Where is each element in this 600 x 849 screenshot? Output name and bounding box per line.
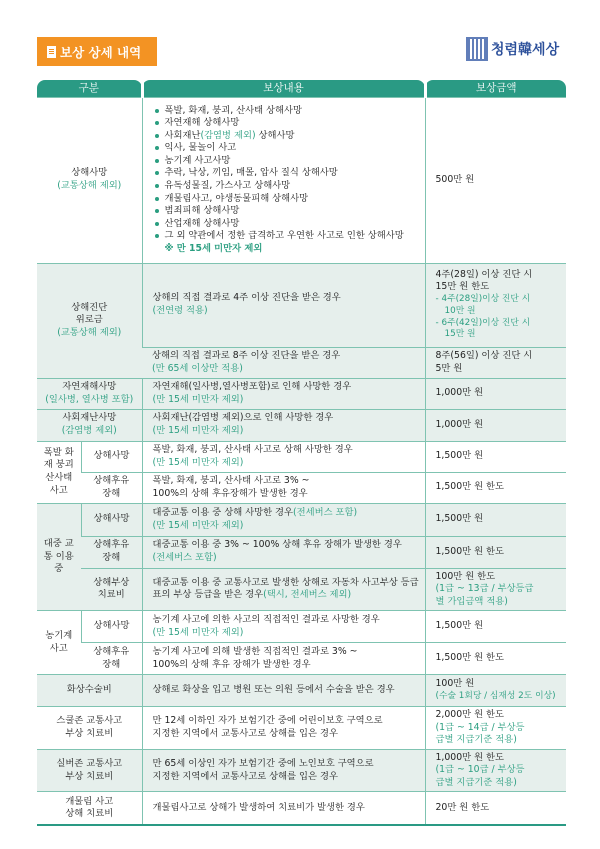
table-cell bbox=[142, 568, 425, 611]
cell-text: (전연령 적용) bbox=[152, 305, 208, 316]
table-row bbox=[37, 675, 566, 707]
table-cell: 1,500만 원 한도 bbox=[425, 472, 566, 503]
table-cell: 화상수술비 bbox=[37, 675, 142, 707]
table-cell bbox=[142, 503, 425, 536]
table-cell bbox=[37, 378, 142, 409]
table-cell bbox=[425, 347, 566, 378]
table-cell: 보상내용 bbox=[142, 80, 425, 97]
table-cell bbox=[142, 611, 425, 643]
table-cell: 스쿨존 교통사고 부상 치료비 bbox=[37, 707, 142, 750]
table-cell: 1,500만 원 한도 bbox=[425, 643, 566, 675]
table-cell: 상해부상 치료비 bbox=[81, 568, 142, 611]
cell-text: 상해사망 bbox=[255, 129, 295, 141]
cell-text: 4주(28일) 이상 진단 시 bbox=[435, 268, 533, 280]
cell-text: 15만 원 한도 bbox=[435, 281, 490, 293]
cell-text: 위로금 bbox=[75, 314, 103, 326]
table-cell bbox=[425, 263, 566, 347]
cell-text bbox=[153, 507, 421, 520]
cell-text: 사회재난(감염병 제외)으로 인해 사망한 경우 bbox=[152, 412, 334, 424]
table-cell: 상해사망 bbox=[81, 441, 142, 472]
table-row bbox=[37, 263, 566, 347]
cell-text: 폭발, 화재, 붕괴, 산사태 사고로 상해 사망한 경우 bbox=[152, 443, 353, 455]
list-item: 자연재해 상해사망 bbox=[153, 117, 421, 130]
cell-text: 대중교통 이용 중 교통사고로 발생한 상해로 자동차 사고부상 등급표의 부상 등급을 받은 경우 bbox=[152, 576, 419, 601]
table-cell bbox=[425, 707, 566, 750]
table-row bbox=[37, 441, 566, 472]
table-cell: 상해로 화상을 입고 병원 또는 의원 등에서 수술을 받은 경우 bbox=[142, 675, 425, 707]
logo-text: 청렴韓세상 bbox=[491, 42, 560, 58]
table-cell: 상해후유 장해 bbox=[81, 643, 142, 675]
table-cell bbox=[37, 409, 142, 441]
table-cell: 농기계 사고에 의해 발생한 직접적인 결과로 3% ~ 100%의 상해 후유 장해가 발생한 경우 bbox=[142, 643, 425, 675]
list-item bbox=[153, 130, 421, 143]
list-item: 산업재해 상해사망 bbox=[153, 218, 421, 231]
cell-text: 100만 원 bbox=[435, 678, 475, 690]
cell-text: 자연재해사망 bbox=[62, 380, 117, 392]
table-cell: 만 12세 이하인 자가 보험기간 중에 어린이보호 구역으로 지정한 지역에서 교통사고로 상해를 입은 경우 bbox=[142, 707, 425, 750]
table-cell: 폭발, 화재, 붕괴, 산사태 사고로 3% ~ 100%의 상해 후유장해가 발생한 경우 bbox=[142, 472, 425, 503]
document-icon bbox=[47, 46, 56, 58]
table-cell: 대중 교통 이용 중 bbox=[37, 503, 81, 611]
cell-text: 농기계 사고에 의한 사고의 직접적인 결과로 사망한 경우 bbox=[152, 614, 380, 626]
table-cell: 1,500만 원 한도 bbox=[425, 536, 566, 568]
list-item: 익사, 물놀이 사고 bbox=[153, 142, 421, 155]
cell-text: (감염병 제외) bbox=[200, 129, 256, 141]
cell-text: 상해사망 bbox=[71, 167, 108, 179]
table-row bbox=[37, 568, 566, 611]
cell-text: (일사병, 열사병 포함) bbox=[45, 393, 134, 405]
list-item: 범죄피해 상해사망 bbox=[153, 205, 421, 218]
cell-text: 8주(56일) 이상 진단 시 bbox=[435, 349, 533, 361]
table-cell: 상해사망 bbox=[81, 503, 142, 536]
table-cell: 상해사망 bbox=[81, 611, 142, 643]
cell-text: (1급 ~ 14급 / 부상등급별 지급기준 적용) bbox=[435, 721, 525, 746]
cell-text: (전세버스 포함) bbox=[152, 552, 217, 563]
accident-list bbox=[153, 105, 421, 243]
table-cell: 폭발 화재 붕괴 산사태 사고 bbox=[37, 441, 81, 503]
cell-text: (만 15세 미만자 제외) bbox=[152, 425, 244, 436]
section-title bbox=[37, 37, 157, 66]
table-cell: 상해후유 장해 bbox=[81, 472, 142, 503]
logo bbox=[466, 37, 559, 61]
table-row bbox=[37, 472, 566, 503]
cell-text: 사회재난사망 bbox=[62, 412, 117, 424]
table-cell: 실버존 교통사고 부상 치료비 bbox=[37, 749, 142, 792]
cell-text: 15만 원 bbox=[444, 329, 476, 340]
compensation-table bbox=[37, 80, 566, 826]
cell-text: 대중교통 이용 중 상해 사망한 경우 bbox=[152, 506, 294, 518]
cell-text: 100만 원 한도 bbox=[435, 570, 496, 582]
list-item: 추락, 낙상, 끼임, 매몰, 압사 질식 상해사망 bbox=[153, 167, 421, 180]
table-cell bbox=[142, 378, 425, 409]
cell-text: (수술 1회당 / 심재성 2도 이상) bbox=[435, 690, 556, 701]
table-cell bbox=[425, 675, 566, 707]
cell-text: 5만 원 bbox=[435, 362, 463, 374]
cell-text: (1급 ~ 10급 / 부상등급별 지급기준 적용) bbox=[435, 764, 525, 788]
table-row bbox=[37, 97, 566, 263]
table-row bbox=[37, 378, 566, 409]
cell-text: 보상 상세 내역 bbox=[60, 44, 142, 60]
table-cell: 500만 원 bbox=[425, 97, 566, 263]
cell-text: - 6주(42일)이상 진단 시 bbox=[435, 317, 531, 328]
cell-text: 2,000만 원 한도 bbox=[435, 709, 504, 721]
list-item: 그 외 약관에서 정한 급격하고 우연한 사고로 인한 상해사망 bbox=[153, 230, 421, 243]
cell-text: (감염병 제외) bbox=[61, 425, 117, 436]
table-cell bbox=[142, 441, 425, 472]
table-header bbox=[37, 80, 566, 97]
table-cell bbox=[37, 97, 142, 263]
table-row bbox=[37, 749, 566, 792]
cell-text: 자연재해(일사병,열사병포함)로 인해 사망한 경우 bbox=[152, 380, 352, 392]
table-cell bbox=[142, 347, 425, 378]
table-cell bbox=[142, 409, 425, 441]
cell-text: 1,000만 원 한도 bbox=[435, 751, 504, 763]
list-item: 농기계 사고사망 bbox=[153, 155, 421, 168]
cell-text: 사회재난 bbox=[164, 129, 201, 141]
table-cell: 만 65세 이상인 자가 보험기간 중에 노인보호 구역으로 지정한 지역에서 교통사고로 상해를 입은 경우 bbox=[142, 749, 425, 792]
cell-text: (교통상해 제외) bbox=[57, 180, 122, 191]
table-cell: 개물림 사고 상해 치료비 bbox=[37, 792, 142, 825]
cell-text: 10만 원 bbox=[444, 305, 476, 316]
table-cell: 구분 bbox=[37, 80, 142, 97]
table-cell: 보상금액 bbox=[425, 80, 566, 97]
table-row bbox=[37, 409, 566, 441]
cell-text: (만 15세 미만자 제외) bbox=[152, 393, 244, 405]
table-row bbox=[37, 643, 566, 675]
table-row bbox=[37, 707, 566, 750]
list-item: 유독성물질, 가스사고 상해사망 bbox=[153, 180, 421, 193]
list-item: 폭발, 화재, 붕괴, 산사태 상해사망 bbox=[153, 105, 421, 118]
table-cell: 20만 원 한도 bbox=[425, 792, 566, 825]
cell-text: (만 65세 이상만 적용) bbox=[152, 362, 243, 374]
cell-text: 상해의 직접 결과로 8주 이상 진단을 받은 경우 bbox=[152, 349, 341, 361]
table-cell bbox=[142, 263, 425, 347]
table-cell: 농기계 사고 bbox=[37, 611, 81, 675]
cell-text: 상해의 직접 결과로 4주 이상 진단을 받은 경우 bbox=[152, 292, 341, 304]
table-cell bbox=[37, 263, 142, 378]
table-cell: 1,500만 원 bbox=[425, 611, 566, 643]
table-cell bbox=[425, 568, 566, 611]
cell-text: (만 15세 미만자 제외) bbox=[152, 626, 244, 638]
table-cell bbox=[142, 97, 425, 263]
cell-text: (만 15세 미만자 제외) bbox=[152, 456, 244, 468]
list-item: 개물림사고, 야생동물피해 상해사망 bbox=[153, 193, 421, 206]
table-row bbox=[37, 536, 566, 568]
table-cell: 1,000만 원 bbox=[425, 409, 566, 441]
cell-text: - 4주(28일)이상 진단 시 bbox=[435, 293, 531, 304]
table-row bbox=[37, 611, 566, 643]
table-cell: 1,500만 원 bbox=[425, 503, 566, 536]
cell-text: 상해진단 bbox=[71, 301, 108, 313]
cell-text: (교통상해 제외) bbox=[57, 326, 122, 338]
table-cell: 1,000만 원 bbox=[425, 378, 566, 409]
cell-text: (1급 ~ 13급 / 부상등급별 가입금액 적용) bbox=[435, 583, 534, 607]
table-cell: 개물림사고로 상해가 발생하여 치료비가 발생한 경우 bbox=[142, 792, 425, 825]
table-cell bbox=[425, 749, 566, 792]
cell-text: 대중교통 이용 중 3% ~ 100% 상해 후유 장해가 발생한 경우 bbox=[152, 539, 402, 551]
table-cell: 1,500만 원 bbox=[425, 441, 566, 472]
table-cell: 상해후유 장해 bbox=[81, 536, 142, 568]
cell-text: ※ 만 15세 미만자 제외 bbox=[164, 242, 263, 254]
table-cell bbox=[142, 536, 425, 568]
table-row bbox=[37, 503, 566, 536]
cell-text: (만 15세 미만자 제외) bbox=[152, 519, 244, 531]
qr-code-icon bbox=[466, 37, 488, 61]
cell-text: (전세버스 포함) bbox=[293, 506, 358, 518]
table-row bbox=[37, 792, 566, 825]
cell-text: (택시, 전세버스 제외) bbox=[263, 589, 352, 601]
